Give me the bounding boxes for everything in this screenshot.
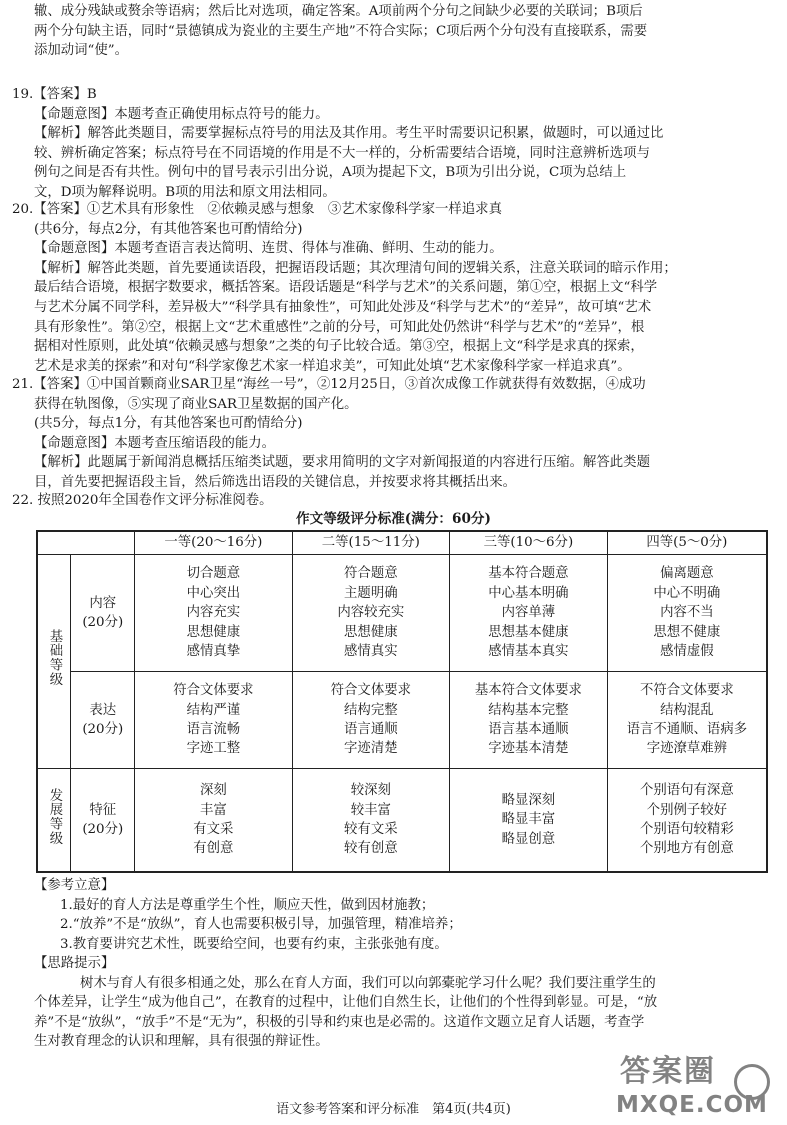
grade-cell: 较深刻 较丰富 较有文采 较有创意 (292, 769, 449, 873)
text-line: 添加动词“使”。 (34, 43, 129, 59)
score-line: (共6分，每点2分，有其他答案也可酌情给分) (34, 221, 303, 237)
intent-item: 3.教育要讲究艺术性，既要给空间，也要有约束，主张张弛有度。 (60, 936, 448, 952)
question-20 (12, 200, 772, 376)
header-cell: 一等(20～16分) (135, 531, 292, 555)
intent-item: 1.最好的育人方法是尊重学生个性，顺应天性，做到因材施教； (60, 897, 435, 913)
analysis-line: 目，首先要把握语段主旨，然后筛选出语段的关键信息，并按要求将其概括出来。 (34, 474, 517, 490)
analysis-line: 艺术是求美的探索”和对句“科学家像艺术家一样追求美”，可知此处填“艺术家像科学家一样追求真”。 (34, 358, 631, 374)
analysis-line: 据相对性原则，此处填“依赖灵感与想象”之类的句子比较合适。第③空，根据上文“科学是求真的探索， (34, 339, 644, 355)
question-21 (12, 375, 772, 493)
question-number: 19. (12, 87, 34, 102)
table-row (37, 555, 767, 672)
grade-cell: 个别语句有深意 个别例子较好 个别语句较精彩 个别地方有创意 (607, 769, 767, 873)
answer-line: 【答案】B (33, 87, 97, 102)
header-blank (37, 531, 135, 555)
page-footer: 语文参考答案和评分标准 第4页(共4页) (276, 1102, 511, 1117)
question-22 (12, 491, 772, 511)
answer-line: 获得在轨图像，⑤实现了商业SAR卫星数据的国产化。 (34, 396, 358, 412)
group-basic: 基础等级 (37, 555, 71, 769)
row-label: 表达 (20分) (71, 672, 135, 769)
question-number: 20. (12, 202, 34, 217)
table-header-row (37, 531, 767, 555)
grade-cell: 符合文体要求 结构完整 语言通顺 字迹清楚 (292, 672, 449, 769)
group-dev: 发展等级 (37, 769, 71, 873)
analysis-line: 较、辨析确定答案；标点符号在不同语境的作用是不大一样的，分析需要结合语境，同时注意辨析选项与 (34, 145, 650, 161)
analysis-line: 文，D项为解释说明。B项的用法和原文用法相同。 (34, 184, 336, 200)
analysis-line: 与艺术分属不同学科，差异极大”“科学具有抽象性”，可知此处涉及“科学与艺术”的“差异”，故可填“艺术 (34, 299, 652, 315)
intent-line: 【命题意图】本题考查语言表达简明、连贯、得体与准确、鲜明、生动的能力。 (34, 241, 503, 257)
grade-cell: 符合文体要求 结构严谨 语言流畅 字迹工整 (135, 672, 292, 769)
question-number: 21. (12, 377, 34, 392)
answer-line: 【答案】①中国首颗商业SAR卫星“海丝一号”，②12月25日，③首次成像工作就获得有效数据，④成功 (33, 377, 646, 392)
table-row (37, 769, 767, 873)
header-cell: 二等(15～11分) (292, 531, 449, 555)
grade-cell: 基本符合文体要求 结构基本完整 语言基本通顺 字迹基本清楚 (450, 672, 608, 769)
score-line: (共5分，每点1分，有其他答案也可酌情给分) (34, 416, 303, 432)
grade-cell: 切合题意 中心突出 内容充实 思想健康 感情真挚 (135, 555, 292, 672)
header-cell: 三等(10～6分) (450, 531, 608, 555)
table-title: 作文等级评分标准(满分：60分) (296, 511, 491, 527)
analysis-line: 最后结合语境，根据字数要求，概括答案。语段话题是“科学与艺术”的关系问题，第①空，根据上文“科学 (34, 280, 658, 296)
hint-line: 养”不是“放纵”，“放手”不是“无为”，积极的引导和约束也是必需的。这道作文题立足育人话题，考查学 (34, 1014, 645, 1030)
answer-line: 【答案】①艺术具有形象性 ②依赖灵感与想象 ③艺术家像科学家一样追求真 (33, 202, 502, 217)
reference-intent (12, 876, 772, 954)
text-line: 两个分句缺主语，同时“景德镇成为瓷业的主要生产地”不符合实际；C项后两个分句没有直接联系，需要 (34, 23, 648, 39)
intent-item: 2.“放养”不是“放纵”，育人也需要积极引导，加强管理，精准培养； (60, 917, 462, 933)
hint-line: 生对教育理念的认识和理解，具有很强的辩证性。 (34, 1034, 329, 1050)
table-row (37, 672, 767, 769)
grade-cell: 略显深刻 略显丰富 略显创意 (450, 769, 608, 873)
watermark-logo (616, 1054, 778, 1120)
section-title: 【思路提示】 (34, 956, 115, 971)
analysis-line: 例句之间是否有共性。例句中的冒号表示引出分说，A项为提起下文，B项为引出分说，C项为总结上 (34, 165, 627, 181)
grade-cell: 符合题意 主题明确 内容较充实 思想健康 感情真实 (292, 555, 449, 672)
watermark-text: 答案圈 (620, 1054, 716, 1089)
top-paragraph (12, 2, 772, 61)
grade-cell: 基本符合题意 中心基本明确 内容单薄 思想基本健康 感情基本真实 (450, 555, 608, 672)
header-cell: 四等(5～0分) (607, 531, 767, 555)
row-label: 内容 (20分) (71, 555, 135, 672)
analysis-line: 【解析】解答此类题目，需要掌握标点符号的用法及其作用。考生平时需要识记积累，做题时，可以通过比 (34, 126, 664, 142)
thinking-hint (12, 954, 772, 1052)
grading-table (36, 530, 768, 873)
intent-line: 【命题意图】本题考查压缩语段的能力。 (34, 435, 276, 451)
watermark-url: MXQE.COM (616, 1092, 768, 1118)
grade-cell: 深刻 丰富 有文采 有创意 (135, 769, 292, 873)
grade-cell: 不符合文体要求 结构混乱 语言不通顺、语病多 字迹潦草难辨 (607, 672, 767, 769)
section-title: 【参考立意】 (34, 878, 115, 893)
analysis-line: 具有形象性”。第②空，根据上文“艺术重感性”之前的分号，可知此处仍然讲“科学与艺术”的“差异”，根 (34, 319, 645, 335)
hint-line: 树木与育人有很多相通之处，那么在育人方面，我们可以向郭橐驼学习什么呢？我们要注重学生的 (80, 975, 656, 991)
question-22-text: 22. 按照2020年全国卷作文评分标准阅卷。 (12, 493, 273, 508)
analysis-line: 【解析】解答此类题，首先要通读语段，把握语段话题；其次理清句间的逻辑关系，注意关联词的暗示作用； (34, 260, 677, 276)
row-label: 特征 (20分) (71, 769, 135, 873)
analysis-line: 【解析】此题属于新闻消息概括压缩类试题，要求用简明的文字对新闻报道的内容进行压缩。解答此类题 (34, 455, 650, 471)
question-19 (12, 85, 772, 203)
text-line: 辙、成分残缺或赘余等语病；然后比对选项，确定答案。A项前两个分句之间缺少必要的关联词；B项后 (34, 4, 643, 19)
hint-line: 个体差异，让学生“成为他自己”，在教育的过程中，让他们自然生长，让他们的个性得到彰显。可是，“放 (34, 995, 658, 1011)
intent-line: 【命题意图】本题考查正确使用标点符号的能力。 (34, 106, 329, 122)
grade-cell: 偏离题意 中心不明确 内容不当 思想不健康 感情虚假 (607, 555, 767, 672)
